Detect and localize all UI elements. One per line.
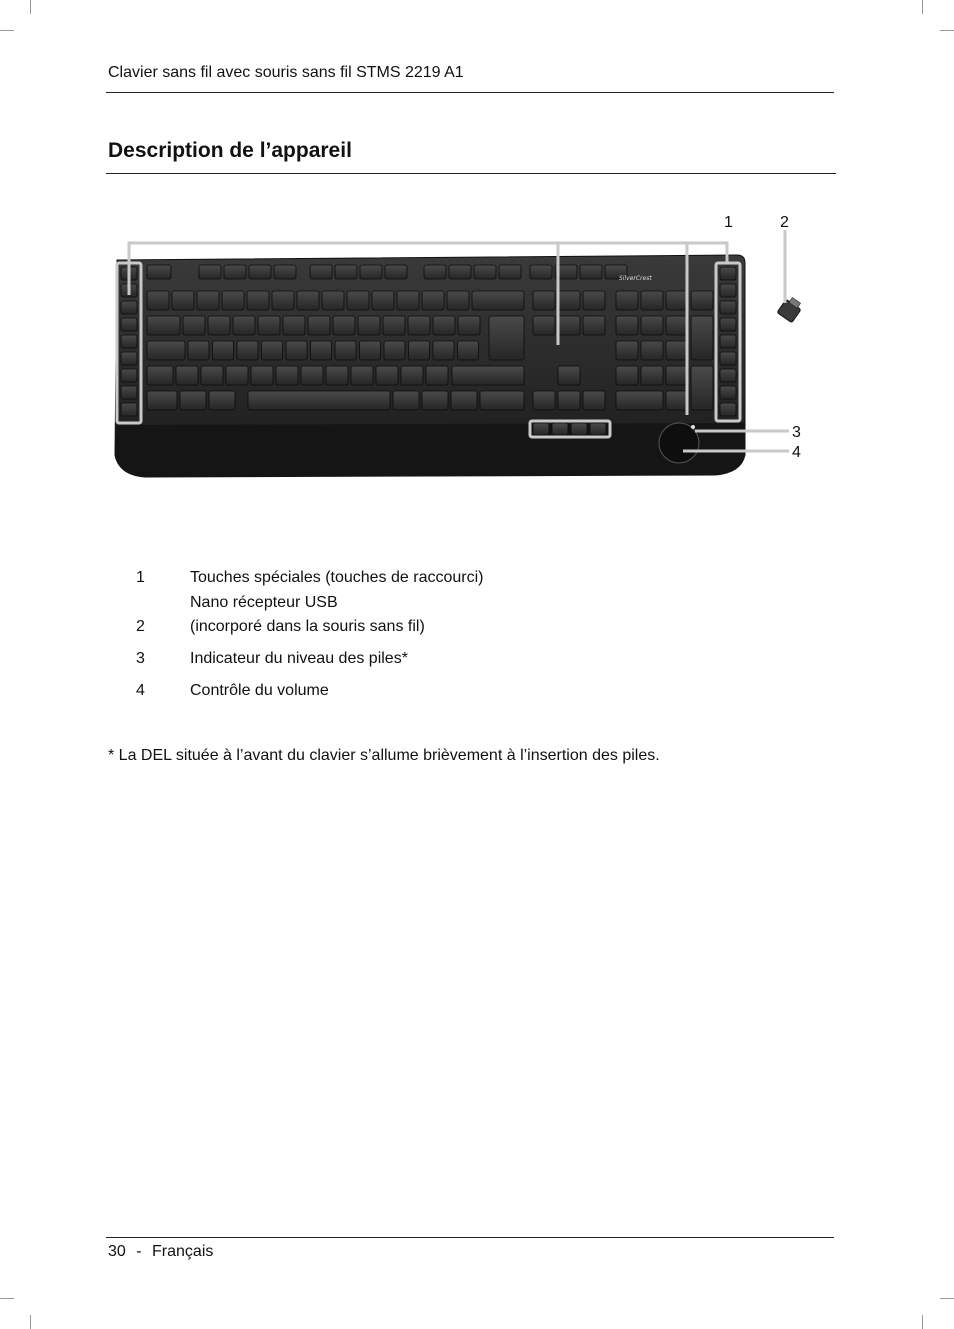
key (233, 316, 255, 335)
key (720, 386, 736, 399)
key (360, 341, 381, 360)
key (147, 341, 185, 360)
key (426, 366, 448, 385)
key (558, 366, 580, 385)
right-hotkey-column (720, 267, 736, 416)
key (552, 423, 568, 435)
legend-number: 4 (136, 682, 145, 699)
footnote: * La DEL située à l’avant du clavier s’allume brièvement à l’insertion des piles. (108, 747, 660, 764)
key (326, 366, 348, 385)
key (583, 391, 605, 410)
key (533, 391, 555, 410)
key (489, 316, 524, 360)
key (147, 316, 180, 335)
key (397, 291, 419, 310)
key (666, 291, 688, 310)
key (308, 316, 330, 335)
key (616, 366, 638, 385)
key (393, 391, 419, 410)
crop-mark (0, 1298, 14, 1299)
key (452, 366, 524, 385)
key (616, 316, 638, 335)
key (458, 341, 479, 360)
callout-1: 1 (724, 214, 733, 231)
key (222, 291, 244, 310)
key (533, 423, 549, 435)
key (297, 291, 319, 310)
page-number: 30 (108, 1243, 126, 1260)
key (449, 265, 471, 279)
crop-mark (940, 1298, 954, 1299)
key (258, 316, 280, 335)
key (720, 369, 736, 382)
key (641, 366, 663, 385)
key (641, 341, 663, 360)
crop-mark (922, 1315, 923, 1329)
key (558, 291, 580, 310)
key (360, 265, 382, 279)
key (237, 341, 258, 360)
key (720, 352, 736, 365)
key (720, 318, 736, 331)
callout-4: 4 (792, 444, 801, 461)
key (590, 423, 606, 435)
key (322, 291, 344, 310)
key (558, 316, 580, 335)
footer-rule (106, 1237, 834, 1238)
header-rule (106, 92, 834, 93)
key (209, 391, 235, 410)
key (262, 341, 283, 360)
key (422, 391, 448, 410)
key (424, 265, 446, 279)
key (666, 366, 688, 385)
key (558, 391, 580, 410)
key (616, 391, 663, 410)
key (433, 341, 454, 360)
key (433, 316, 455, 335)
key (372, 291, 394, 310)
key (274, 265, 296, 279)
key (376, 366, 398, 385)
key (530, 265, 552, 279)
key (121, 301, 137, 314)
key (666, 391, 688, 410)
key (335, 265, 357, 279)
key (199, 265, 221, 279)
key (121, 386, 137, 399)
key (571, 423, 587, 435)
key (121, 318, 137, 331)
legend-number: 3 (136, 650, 145, 667)
legend-number: 2 (136, 618, 145, 635)
key (358, 316, 380, 335)
key (691, 366, 713, 410)
key (197, 291, 219, 310)
crop-mark (30, 0, 31, 14)
key (310, 265, 332, 279)
footer-separator: - (136, 1243, 142, 1260)
key (499, 265, 521, 279)
crop-mark (940, 30, 954, 31)
key (247, 291, 269, 310)
key (533, 291, 555, 310)
battery-led (691, 425, 695, 429)
key (172, 291, 194, 310)
key (283, 316, 305, 335)
legend-text: Indicateur du niveau des piles* (190, 650, 408, 667)
key (188, 341, 209, 360)
key (176, 366, 198, 385)
key (251, 366, 273, 385)
key (335, 341, 356, 360)
title-rule (106, 173, 836, 174)
key (691, 291, 713, 310)
section-title: Description de l’appareil (108, 139, 352, 162)
running-header: Clavier sans fil avec souris sans fil STMS 2219 A1 (108, 64, 464, 81)
key (286, 341, 307, 360)
key (147, 366, 173, 385)
key (121, 352, 137, 365)
key (147, 265, 171, 279)
callout-3: 3 (792, 424, 801, 441)
key (666, 341, 688, 360)
key (401, 366, 423, 385)
key (641, 291, 663, 310)
key (583, 316, 605, 335)
key (121, 403, 137, 416)
keyboard-illustration (105, 205, 825, 490)
page-footer (108, 1243, 213, 1261)
brand-logo: SilverCrest (619, 275, 652, 282)
key (226, 366, 248, 385)
key (480, 391, 524, 410)
key (666, 316, 688, 335)
key (720, 284, 736, 297)
key (147, 291, 169, 310)
key (249, 265, 271, 279)
key (180, 391, 206, 410)
key (147, 391, 177, 410)
key (183, 316, 205, 335)
key (201, 366, 223, 385)
callout-2: 2 (780, 214, 789, 231)
key (409, 341, 430, 360)
key (121, 335, 137, 348)
key (276, 366, 298, 385)
key (208, 316, 230, 335)
legend-text: Nano récepteur USB (190, 594, 338, 611)
key (580, 265, 602, 279)
crop-mark (922, 0, 923, 14)
key (720, 267, 736, 280)
key (720, 335, 736, 348)
key (385, 265, 407, 279)
legend-text: Contrôle du volume (190, 682, 329, 699)
key (458, 316, 480, 335)
key (720, 403, 736, 416)
key (333, 316, 355, 335)
crop-mark (30, 1315, 31, 1329)
key (213, 341, 234, 360)
key (451, 391, 477, 410)
key (384, 341, 405, 360)
legend-text: (incorporé dans la souris sans fil) (190, 618, 425, 635)
usb-receiver (777, 295, 804, 323)
key (691, 316, 713, 360)
key (248, 391, 390, 410)
key (301, 366, 323, 385)
key (347, 291, 369, 310)
key (447, 291, 469, 310)
legend-text: Touches spéciales (touches de raccourci) (190, 569, 484, 586)
key (720, 301, 736, 314)
key (472, 291, 524, 310)
key (616, 341, 638, 360)
key (224, 265, 246, 279)
key (311, 341, 332, 360)
key (616, 291, 638, 310)
key (121, 369, 137, 382)
key (272, 291, 294, 310)
crop-mark (0, 30, 14, 31)
key (383, 316, 405, 335)
key (408, 316, 430, 335)
palm-rest (115, 423, 745, 477)
key (422, 291, 444, 310)
key (351, 366, 373, 385)
key (583, 291, 605, 310)
key (641, 316, 663, 335)
key (533, 316, 555, 335)
footer-language: Français (152, 1243, 214, 1260)
key (474, 265, 496, 279)
legend-number: 1 (136, 569, 145, 586)
